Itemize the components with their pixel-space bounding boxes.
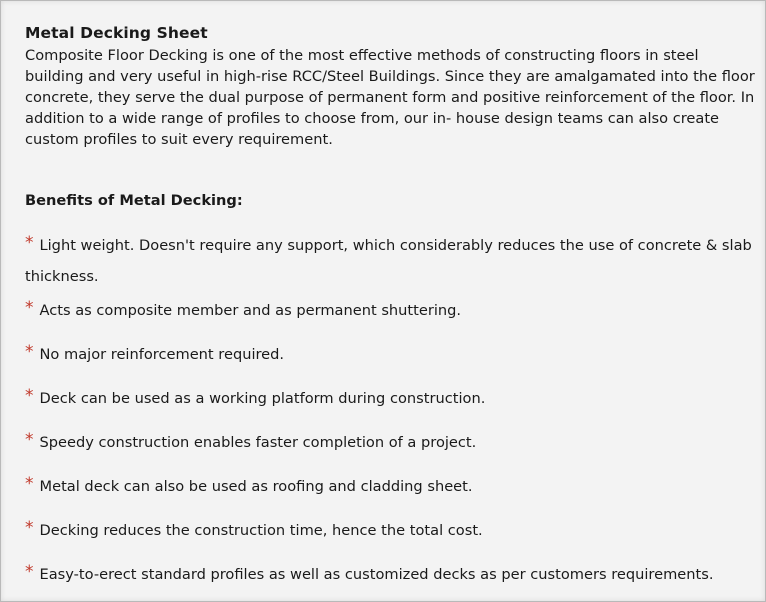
bullet-star-icon: * bbox=[25, 430, 34, 450]
benefit-item bbox=[25, 300, 755, 321]
intro-paragraph: Composite Floor Decking is one of the most effective methods of constructing floors in steel building and very useful in high-rise RCC/Steel Buildings. Since they are amalgamated into the floor concrete, they serve the dual purpose of permanent form and positive reinforcement of the floor. In addition to a wide range of profiles to choose from, our in- house design teams can also create custom profiles to suit every requirement. bbox=[25, 47, 755, 148]
benefit-text: Decking reduces the construction time, hence the total cost. bbox=[39, 522, 483, 539]
benefit-item bbox=[25, 388, 755, 409]
benefit-item bbox=[25, 344, 755, 365]
bullet-star-icon: * bbox=[25, 233, 34, 253]
page-title: Metal Decking Sheet bbox=[25, 24, 208, 42]
benefit-text: Metal deck can also be used as roofing and cladding sheet. bbox=[39, 478, 473, 495]
bullet-star-icon: * bbox=[25, 518, 34, 538]
bullet-star-icon: * bbox=[25, 342, 34, 362]
benefit-text: No major reinforcement required. bbox=[39, 346, 285, 363]
benefit-text: Deck can be used as a working platform during construction. bbox=[39, 390, 486, 407]
benefit-item bbox=[25, 476, 755, 497]
benefit-text: Light weight. Doesn't require any support, which considerably reduces the use of concrete & slab thickness. bbox=[25, 237, 752, 285]
bullet-star-icon: * bbox=[25, 386, 34, 406]
benefit-text: Speedy construction enables faster completion of a project. bbox=[39, 434, 477, 451]
benefit-item bbox=[25, 520, 755, 541]
benefit-item bbox=[25, 230, 755, 292]
bullet-star-icon: * bbox=[25, 298, 34, 318]
benefit-item bbox=[25, 432, 755, 453]
benefit-text: Easy-to-erect standard profiles as well as customized decks as per customers requirements. bbox=[39, 566, 714, 583]
benefits-heading: Benefits of Metal Decking: bbox=[25, 192, 243, 209]
bullet-star-icon: * bbox=[25, 474, 34, 494]
bullet-star-icon: * bbox=[25, 562, 34, 582]
benefit-text: Acts as composite member and as permanent shuttering. bbox=[39, 302, 462, 319]
benefit-item bbox=[25, 564, 755, 585]
